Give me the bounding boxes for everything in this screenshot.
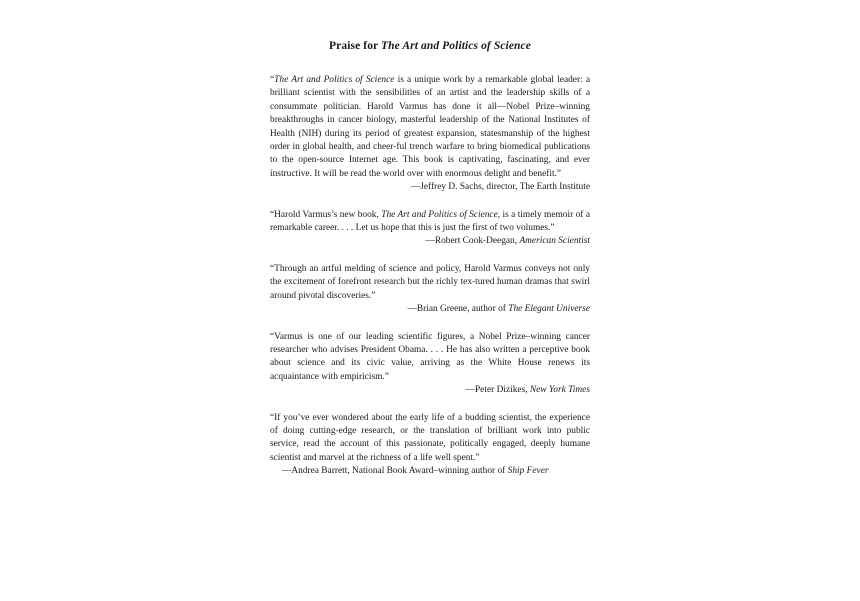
blurb-quote: “Through an artful melding of science and policy, Harold Varmus conveys not only the excitement of forefront research but the richly tex-tured human dramas that swirl around pivotal discoveries.” xyxy=(270,263,590,301)
blurb-dizikes xyxy=(270,331,590,398)
attribution-author: —Peter Dizikes, xyxy=(465,385,530,396)
blurb-attribution xyxy=(270,303,590,316)
blurb-cook-deegan xyxy=(270,209,590,249)
blurb-quote: “Varmus is one of our leading scientific figures, a Nobel Prize–winning cancer researcher who advises President Obama. . . . He has also written a perceptive book about science and its civic value, arriving as the White House renews its acquaintance with empiricism.” xyxy=(270,331,590,382)
attribution-publication: New York Times xyxy=(529,385,590,396)
blurb-quote: “If you’ve ever wondered about the early life of a budding scientist, the experience of doing cutting-edge research, or the translation of brilliant work into public service, read the account of this passionate, politically engaged, deeply humane scientist and marvel at the richness of a life well spent.” xyxy=(270,412,590,463)
quote-body-before: “Harold Varmus’s new book, xyxy=(270,209,382,220)
book-title: The Art and Politics of Science xyxy=(381,40,531,52)
blurb-quote xyxy=(270,74,590,181)
title-prefix: Praise for xyxy=(329,40,382,52)
attribution-publication: American Scientist xyxy=(519,236,590,247)
blurb-greene xyxy=(270,263,590,317)
praise-page xyxy=(270,38,590,493)
attribution-publication: Ship Fever xyxy=(507,466,549,477)
blurb-barrett xyxy=(270,412,590,479)
attribution-author: —Brian Greene, author of xyxy=(407,304,509,315)
page-title xyxy=(270,38,590,54)
blurb-attribution xyxy=(270,384,590,397)
blurb-quote xyxy=(270,209,590,236)
quote-body-after: , is a timely memoir of a remarkable career. . . . Let us hope that this is just the first of two volumes.” xyxy=(270,209,590,234)
quote-open: “ xyxy=(270,75,275,85)
quote-book-title: The Art and Politics of Science xyxy=(381,209,498,220)
attribution-author: —Andrea Barrett, National Book Award–winning author of xyxy=(282,466,508,477)
attribution-publication: The Elegant Universe xyxy=(508,304,590,315)
blurb-attribution: —Jeffrey D. Sachs, director, The Earth Institute xyxy=(410,182,590,193)
quote-body: is a unique work by a remarkable global leader: a brilliant scientist with the sensibilities of an artist and the leadership skills of a consummate politician. Harold Varmus has done it all—Nobel Prize–winning breakthroughs in cancer biology, masterful leadership of the National Institutes of Health (NIH) during its period of greatest expansion, statesmanship of the highest order in global health, and cheer-ful trench warfare to bring biomedical publications to the open-source Internet age. This book is captivating, fascinating, and ever instructive. It will be read the world over with enormous delight and benefit.” xyxy=(270,75,590,179)
blurb-attribution xyxy=(270,465,590,478)
attribution-author: —Robert Cook-Deegan, xyxy=(425,236,520,247)
blurb-sachs xyxy=(270,74,590,195)
quote-book-title: The Art and Politics of Science xyxy=(274,75,395,85)
blurb-attribution xyxy=(270,235,590,248)
